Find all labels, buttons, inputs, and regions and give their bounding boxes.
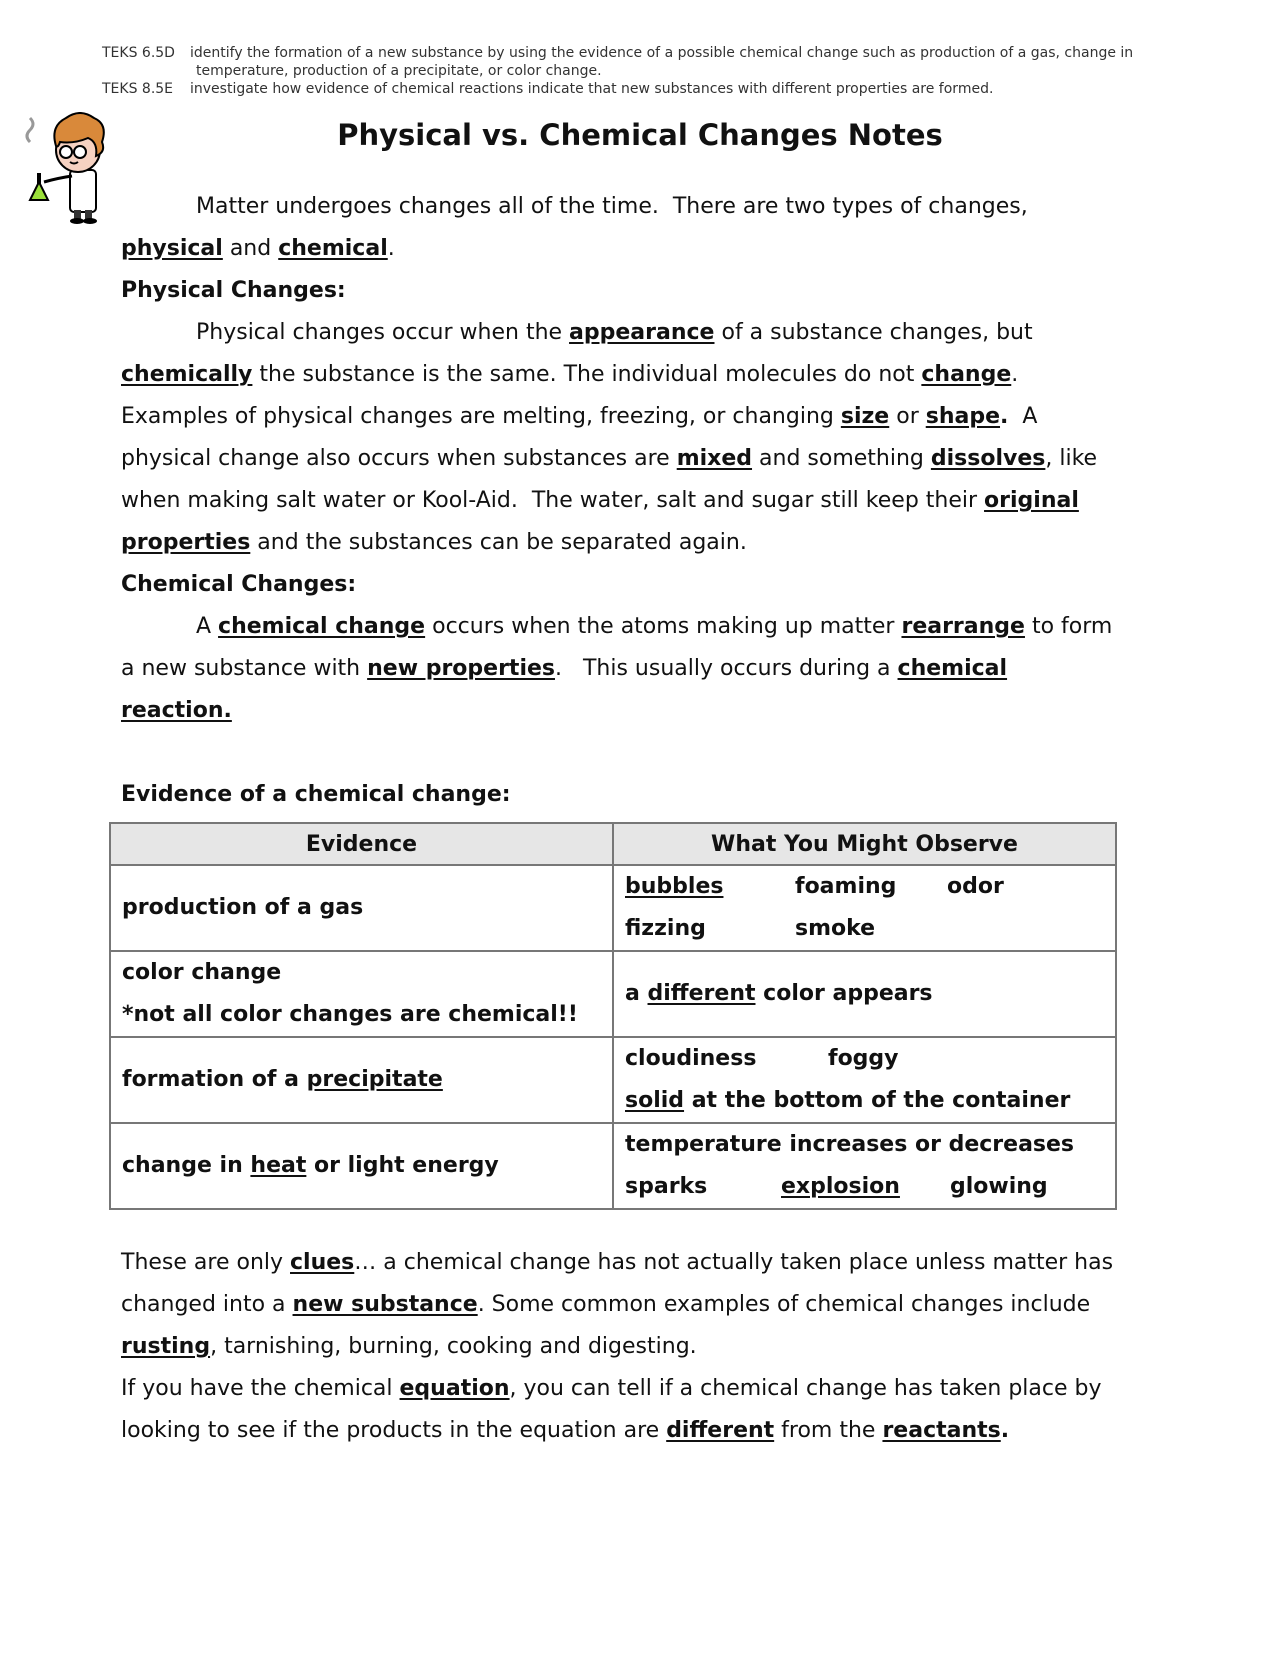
underlined-term: bubbles [625, 874, 724, 899]
text-line [121, 186, 1181, 228]
text-line [121, 648, 1181, 690]
underlined-term: precipitate [306, 1067, 443, 1092]
text: sparks [625, 1174, 708, 1199]
text: temperature increases or decreases [625, 1132, 1075, 1157]
underlined-term: shape [925, 404, 1001, 429]
text-line [121, 1284, 1113, 1326]
text: foggy [828, 1046, 899, 1071]
text: A [1008, 404, 1038, 429]
text: , you can tell if a chemical change has taken place by [509, 1376, 1102, 1401]
underlined-term: different [647, 981, 756, 1006]
text: smoke [795, 916, 876, 941]
text: fizzing [625, 916, 706, 941]
text: a new substance with [121, 656, 368, 681]
observation-cell [613, 1123, 1116, 1209]
text: changed into a [121, 1292, 293, 1317]
teks-line [102, 44, 1222, 62]
text: color change [122, 960, 282, 985]
underlined-term: reactants [882, 1418, 1001, 1443]
table-row [110, 1037, 1116, 1123]
underlined-term: size [840, 404, 890, 429]
text: and something [752, 446, 931, 471]
header-observe: What You Might Observe [613, 823, 1116, 865]
text: odor [947, 874, 1004, 899]
evidence-table [109, 822, 1117, 1210]
text: foaming [795, 874, 897, 899]
teks-code: TEKS 8.5E [102, 81, 174, 97]
underlined-term: properties [121, 530, 251, 555]
bold-text: . [1000, 1418, 1010, 1443]
text [121, 740, 128, 765]
underlined-term: reaction. [121, 698, 232, 723]
text: , like [1045, 446, 1098, 471]
underlined-term: chemical [897, 656, 1008, 681]
text: at the bottom of the container [684, 1088, 1071, 1113]
underlined-term: clues [290, 1250, 355, 1275]
text: change in [122, 1153, 251, 1178]
text: and the substances can be separated again. [250, 530, 747, 555]
text: the substance is the same. The individual molecules do not [252, 362, 922, 387]
text: These are only [121, 1250, 291, 1275]
text: physical change also occurs when substances are [121, 446, 677, 471]
text: a [625, 981, 648, 1006]
evidence-cell [110, 1123, 613, 1209]
text-line [121, 732, 1181, 774]
notes-body [121, 186, 1181, 816]
text-line [121, 270, 1181, 312]
text: looking to see if the products in the equation are [121, 1418, 667, 1443]
text: or light energy [306, 1153, 499, 1178]
text: *not all color changes are chemical!! [122, 1002, 578, 1027]
underlined-term: different [666, 1418, 775, 1443]
text-line [121, 690, 1181, 732]
text-line [121, 438, 1181, 480]
bold-text: Chemical Changes: [121, 572, 357, 597]
text: of a substance changes, but [714, 320, 1033, 345]
table-row [110, 951, 1116, 1037]
teks-line [102, 80, 1222, 98]
text-line [121, 354, 1181, 396]
text: … a chemical change has not actually taken place unless matter has [354, 1250, 1114, 1275]
conclusion-text [121, 1242, 1113, 1452]
text: color appears [755, 981, 933, 1006]
text: when making salt water or Kool-Aid. The water, salt and sugar still keep their [121, 488, 985, 513]
underlined-term: solid [625, 1088, 685, 1113]
text: from the [774, 1418, 883, 1443]
teks-code: TEKS 6.5D [102, 45, 175, 61]
table-row [110, 865, 1116, 951]
text: Physical changes occur when the [196, 320, 570, 345]
text: production of a gas [122, 895, 364, 920]
observation-cell [613, 865, 1116, 951]
text-line [121, 312, 1181, 354]
underlined-term: heat [250, 1153, 307, 1178]
text-line [121, 396, 1181, 438]
text: and [222, 236, 279, 261]
teks-standards [102, 44, 1222, 98]
text: If you have the chemical [121, 1376, 400, 1401]
evidence-cell [110, 865, 613, 951]
text-line [121, 522, 1181, 564]
text-line [121, 606, 1181, 648]
evidence-cell [110, 1037, 613, 1123]
teks-line [102, 62, 1222, 80]
underlined-term: chemical [278, 236, 388, 261]
text: occurs when the atoms making up matter [425, 614, 902, 639]
teks-text: identify the formation of a new substance by using the evidence of a possible chemical change such as production of a gas, change in [190, 45, 1134, 61]
teks-text: investigate how evidence of chemical reactions indicate that new substances with different properties are formed. [190, 81, 994, 97]
observation-cell [613, 1037, 1116, 1123]
text: formation of a [122, 1067, 307, 1092]
underlined-term: chemically [121, 362, 253, 387]
text: Matter undergoes changes all of the time. There are two types of changes, [196, 194, 1028, 219]
text: . [1011, 362, 1019, 387]
underlined-term: mixed [676, 446, 753, 471]
underlined-term: chemical change [218, 614, 426, 639]
text-line [121, 480, 1181, 522]
underlined-term: new properties [367, 656, 555, 681]
text: or [889, 404, 926, 429]
underlined-term: physical [121, 236, 223, 261]
evidence-cell [110, 951, 613, 1037]
text: . Some common examples of chemical changes include [477, 1292, 1091, 1317]
teks-text: temperature, production of a precipitate, or color change. [196, 63, 602, 79]
observation-cell [613, 951, 1116, 1037]
text: A [196, 614, 219, 639]
bold-text: . [1000, 404, 1009, 429]
underlined-term: explosion [781, 1174, 900, 1199]
underlined-term: appearance [569, 320, 715, 345]
text-line [121, 1242, 1113, 1284]
text: to form [1024, 614, 1113, 639]
underlined-term: dissolves [930, 446, 1046, 471]
text-line [121, 774, 1181, 816]
page-title: Physical vs. Chemical Changes Notes [337, 118, 943, 152]
underlined-term: new substance [292, 1292, 478, 1317]
text-line [121, 1368, 1113, 1410]
bold-text: Physical Changes: [121, 278, 346, 303]
text-line [121, 1410, 1113, 1452]
underlined-term: equation [399, 1376, 510, 1401]
underlined-term: original [984, 488, 1079, 513]
text-line [121, 1326, 1113, 1368]
text: Examples of physical changes are melting, freezing, or changing [121, 404, 841, 429]
text: glowing [950, 1174, 1048, 1199]
text-line [121, 564, 1181, 606]
underlined-term: rusting [121, 1334, 211, 1359]
underlined-term: change [921, 362, 1012, 387]
text-line [121, 228, 1181, 270]
header-evidence: Evidence [110, 823, 613, 865]
text: , tarnishing, burning, cooking and digesting. [210, 1334, 697, 1359]
bold-text: Evidence of a chemical change: [121, 782, 511, 807]
text: . This usually occurs during a [555, 656, 898, 681]
table-row [110, 1123, 1116, 1209]
text: . [387, 236, 395, 261]
text: cloudiness [625, 1046, 757, 1071]
underlined-term: rearrange [901, 614, 1025, 639]
